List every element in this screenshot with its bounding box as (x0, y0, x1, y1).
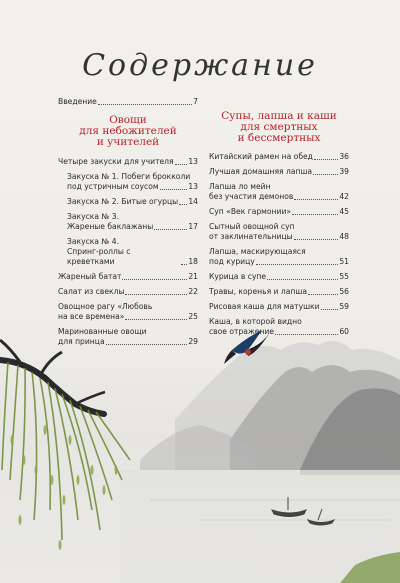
page-number: 17 (188, 222, 198, 231)
entry-title-line: Закуска № 3. (67, 212, 119, 221)
dot-leader (292, 214, 338, 215)
section-heading-line: и бессмертных (237, 132, 321, 144)
section-heading-line: для небожителей (79, 125, 177, 137)
toc-entry[interactable] (58, 157, 198, 167)
entry-title: без участия демонов (209, 192, 294, 201)
entry-title-line: Сытный овощной суп (209, 222, 295, 231)
toc-entry[interactable] (209, 272, 349, 282)
dot-leader (275, 334, 338, 335)
toc-entry[interactable] (209, 207, 349, 217)
dot-leader (256, 264, 339, 265)
page-number: 45 (339, 207, 349, 216)
page-number: 21 (188, 272, 198, 281)
page-number: 13 (188, 157, 198, 166)
left-entries-list (58, 157, 198, 347)
entry-title: Жареные баклажаны (67, 222, 154, 231)
dot-leader (122, 279, 187, 280)
toc-entry[interactable] (58, 302, 198, 322)
dot-leader (294, 199, 338, 200)
page-number: 22 (188, 287, 198, 296)
section-heading-vegetables (58, 115, 198, 148)
page-number: 14 (188, 197, 198, 206)
entry-title-line: Лапша, маскирующаяся (209, 247, 306, 256)
toc-entry[interactable] (58, 197, 198, 207)
entry-title: под курицу (209, 257, 255, 266)
entry-title: Травы, коренья и лапша (209, 287, 307, 296)
entry-title-line: Лапша ло мейн (209, 182, 271, 191)
toc-entry[interactable] (58, 237, 198, 267)
entry-title: Закуска № 2. Битые огурцы (67, 197, 179, 206)
dot-leader (125, 294, 187, 295)
right-entries-list (209, 152, 349, 337)
entry-title: Четыре закуски для учителя (58, 157, 174, 166)
toc-entry[interactable] (209, 222, 349, 242)
page-number: 48 (339, 232, 349, 241)
entry-title-line: Овощное рагу «Любовь (58, 302, 153, 311)
entry-title: под устричным соусом (67, 182, 159, 191)
entry-title-line: Закуска № 4. (67, 237, 119, 246)
dot-leader (154, 229, 187, 230)
dot-leader (267, 279, 338, 280)
toc-entry[interactable] (58, 287, 198, 297)
toc-entry[interactable] (209, 182, 349, 202)
dot-leader (98, 104, 192, 105)
section-heading-line: Супы, лапша и каши (221, 110, 337, 122)
page-number: 55 (339, 272, 349, 281)
toc-entry[interactable] (209, 247, 349, 267)
dot-leader (321, 309, 339, 310)
entry-title: Китайский рамен на обед (209, 152, 313, 161)
dot-leader (308, 294, 338, 295)
entry-title: Спринг-роллы с креветками (67, 247, 131, 266)
misty-mountains (120, 341, 400, 583)
page-number: 59 (339, 302, 349, 311)
section-heading-soups (209, 111, 349, 144)
section-heading-line: для смертных (240, 121, 318, 133)
toc-right-column (209, 111, 349, 342)
dot-leader (314, 159, 338, 160)
page-number: 25 (188, 312, 198, 321)
section-heading-line: Овощи (109, 114, 147, 126)
toc-entry[interactable] (209, 317, 349, 337)
toc-entry[interactable] (58, 172, 198, 192)
page-number: 56 (339, 287, 349, 296)
dot-leader (125, 319, 187, 320)
dot-leader (179, 204, 187, 205)
toc-entry[interactable] (209, 167, 349, 177)
entry-title: Рисовая каша для матушки (209, 302, 320, 311)
dot-leader (313, 174, 338, 175)
entry-title: Жареный батат (58, 272, 122, 281)
toc-entry[interactable] (209, 152, 349, 162)
dot-leader (106, 344, 188, 345)
dot-leader (175, 164, 188, 165)
dot-leader (160, 189, 188, 190)
toc-left-column (58, 97, 198, 352)
toc-entry-intro[interactable] (58, 97, 198, 107)
dot-leader (181, 264, 187, 265)
entry-title: на все времена» (58, 312, 125, 321)
entry-title-line: Закуска № 1. Побеги брокколи (67, 172, 191, 181)
page-number: 7 (193, 97, 198, 106)
entry-title: Введение (58, 97, 97, 106)
entry-title: Лучшая домашняя лапша (209, 167, 313, 176)
page-number: 36 (339, 152, 349, 161)
page-number: 29 (188, 337, 198, 346)
toc-entry[interactable] (209, 302, 349, 312)
page-number: 13 (188, 182, 198, 191)
toc-entry[interactable] (58, 327, 198, 347)
entry-title: для принца (58, 337, 105, 346)
page-number: 60 (339, 327, 349, 336)
page-title: Содержание (82, 48, 318, 83)
dot-leader (294, 239, 339, 240)
entry-title: свое отражение (209, 327, 275, 336)
toc-entry[interactable] (58, 272, 198, 282)
page-number: 18 (188, 257, 198, 266)
toc-entry[interactable] (58, 212, 198, 232)
toc-entry[interactable] (209, 287, 349, 297)
entry-title-line: Каша, в которой видно (209, 317, 302, 326)
section-heading-line: и учителей (96, 136, 160, 148)
page-number: 42 (339, 192, 349, 201)
entry-title: Салат из свеклы (58, 287, 125, 296)
entry-title-line: Маринованные овощи (58, 327, 147, 336)
entry-title: Суп «Век гармонии» (209, 207, 292, 216)
page-number: 51 (339, 257, 349, 266)
page-number: 39 (339, 167, 349, 176)
entry-title: Курица в супе (209, 272, 267, 281)
entry-title: от заклинательницы (209, 232, 293, 241)
